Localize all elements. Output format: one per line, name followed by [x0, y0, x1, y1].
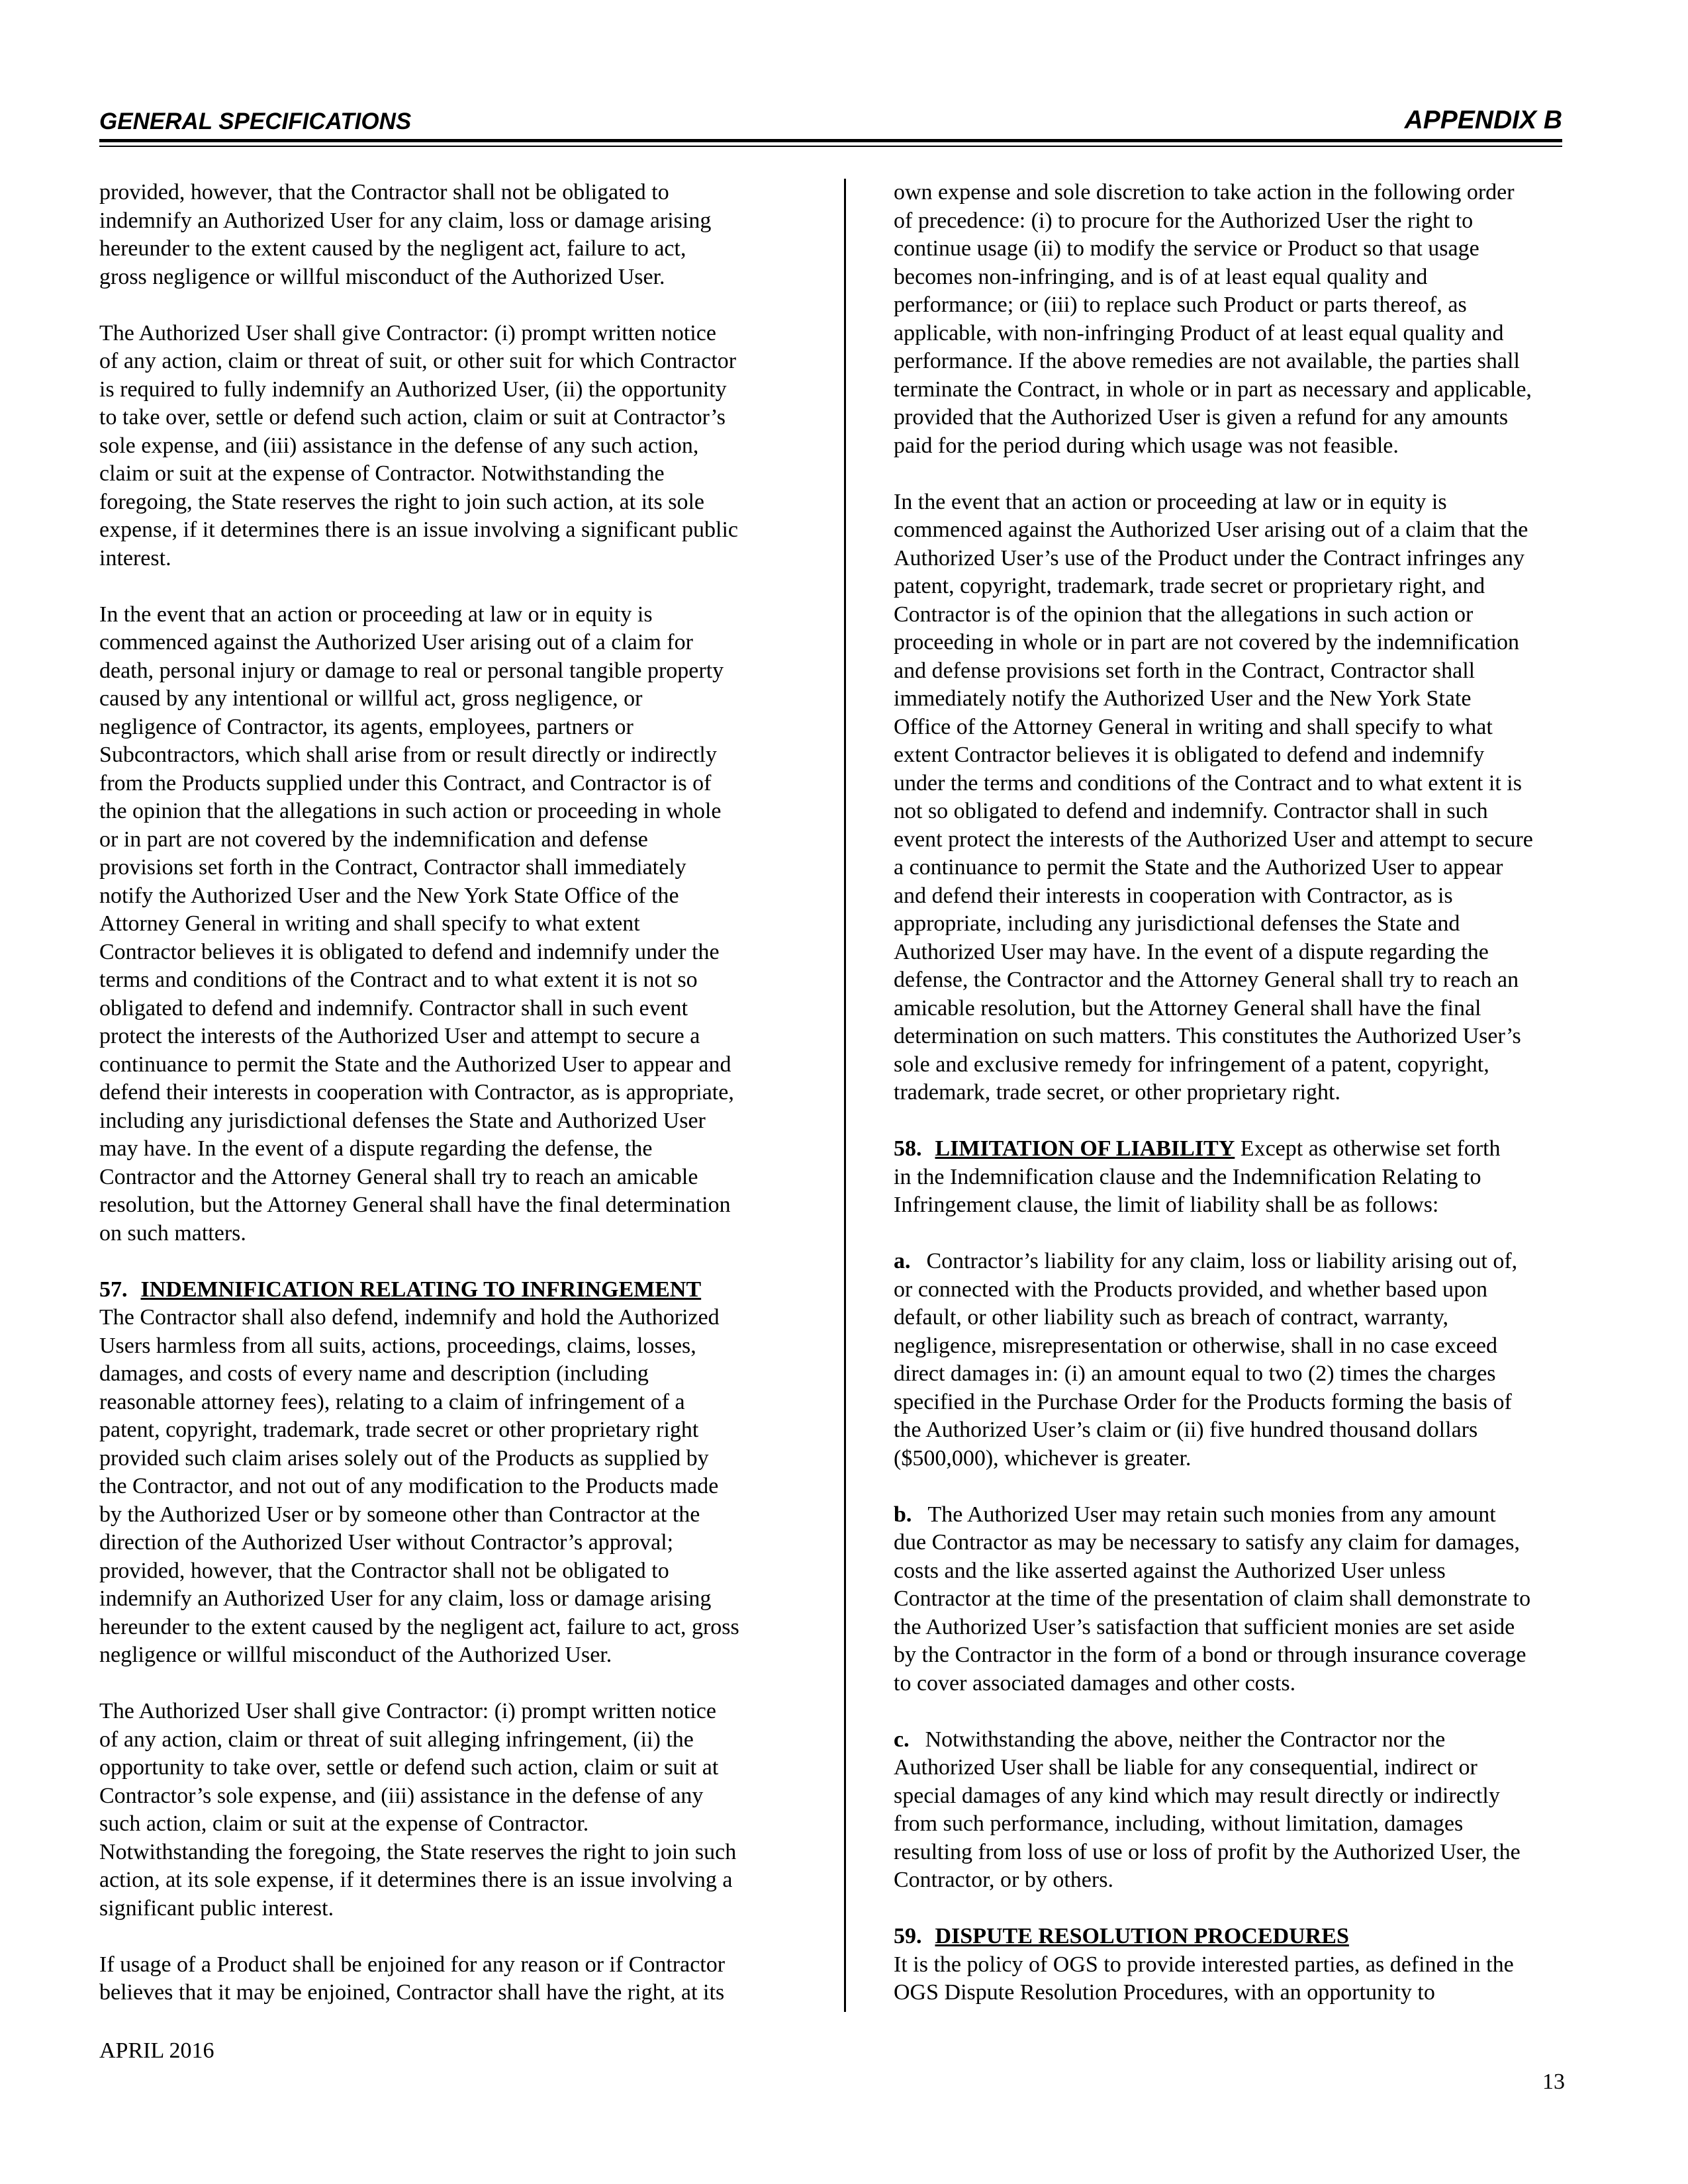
item-label: b.	[894, 1502, 912, 1527]
text-line: terms and conditions of the Contract and to what extent it is not so	[99, 968, 698, 992]
text-line: provided, however, that the Contractor shall not be obligated to	[99, 1558, 669, 1583]
paragraph	[894, 1951, 1595, 2007]
text-line: such action, claim or suit at the expense of Contractor.	[99, 1811, 589, 1836]
text-line: sole and exclusive remedy for infringement of a patent, copyright,	[894, 1052, 1489, 1077]
text-line: resolution, but the Attorney General shall have the final determination	[99, 1193, 731, 1217]
text-line: of any action, claim or threat of suit, or other suit for which Contractor	[99, 349, 737, 373]
item-text-rest	[894, 1754, 1595, 1895]
text-line: continue usage (ii) to modify the service or Product so that usage	[894, 236, 1479, 261]
text-line: Contractor is of the opinion that the allegations in such action or	[894, 602, 1474, 627]
text-line: applicable, with non-infringing Product of at least equal quality and	[894, 320, 1504, 345]
text-line: It is the policy of OGS to provide interested parties, as defined in the	[894, 1952, 1514, 1977]
text-line: by the Authorized User or by someone other than Contractor at the	[99, 1502, 700, 1527]
text-line: In the event that an action or proceeding at law or in equity is	[894, 489, 1447, 514]
paragraph	[894, 488, 1595, 1107]
section-title: INDEMNIFICATION RELATING TO INFRINGEMENT	[140, 1277, 702, 1302]
column-divider	[844, 179, 846, 2012]
text-line: The Contractor shall also defend, indemnify and hold the Authorized	[99, 1305, 720, 1330]
text-line: Contractor’s sole expense, and (iii) assistance in the defense of any	[99, 1783, 704, 1808]
left-column	[99, 179, 811, 2035]
text-line: OGS Dispute Resolution Procedures, with an opportunity to	[894, 1980, 1435, 2005]
text-line: continuance to permit the State and the Authorized User to appear and	[99, 1052, 731, 1077]
text-line: terminate the Contract, in whole or in part as necessary and applicable,	[894, 377, 1532, 402]
text-line: including any jurisdictional defenses the State and Authorized User	[99, 1108, 706, 1133]
text-line: of precedence: (i) to procure for the Authorized User the right to	[894, 208, 1474, 233]
text-line: patent, copyright, trademark, trade secret or other proprietary right	[99, 1418, 699, 1442]
paragraph	[99, 1698, 811, 1923]
text-line: of any action, claim or threat of suit alleging infringement, (ii) the	[99, 1727, 694, 1752]
text-line: becomes non-infringing, and is of at least equal quality and	[894, 264, 1428, 289]
text-line: gross negligence or willful misconduct of the Authorized User.	[99, 264, 665, 289]
section-59	[894, 1923, 1595, 1951]
text-line: Authorized User’s use of the Product under the Contract infringes any	[894, 545, 1525, 570]
text-line: costs and the like asserted against the Authorized User unless	[894, 1558, 1446, 1583]
list-item-c	[894, 1726, 1595, 1895]
list-item-b	[894, 1501, 1595, 1698]
text-line: performance; or (iii) to replace such Product or parts thereof, as	[894, 293, 1467, 317]
text-line: Office of the Attorney General in writing and shall specify to what	[894, 714, 1493, 739]
text-line: The Authorized User shall give Contractor: (i) prompt written notice	[99, 320, 716, 345]
text-line: and defend their interests in cooperation with Contractor, as is	[894, 883, 1453, 908]
paragraph	[99, 601, 811, 1248]
text-line: Contractor believes it is obligated to defend and indemnify under the	[99, 939, 720, 964]
footer-date: APRIL 2016	[99, 2038, 214, 2063]
text-line: Authorized User may have. In the event of a dispute regarding the	[894, 939, 1489, 964]
text-line: Contractor and the Attorney General shall try to reach an amicable	[99, 1164, 698, 1189]
text-line: a continuance to permit the State and the Authorized User to appear	[894, 855, 1503, 880]
text-line: obligated to defend and indemnify. Contractor shall in such event	[99, 995, 688, 1021]
text-line: protect the interests of the Authorized User and attempt to secure a	[99, 1024, 700, 1048]
text-line: to cover associated damages and other costs.	[894, 1670, 1296, 1696]
text-line: opportunity to take over, settle or defend such action, claim or suit at	[99, 1755, 719, 1780]
paragraph	[99, 1951, 811, 2007]
text-line: damages, and costs of every name and description (including	[99, 1361, 649, 1386]
text-line: believes that it may be enjoined, Contractor shall have the right, at its	[99, 1980, 725, 2005]
text-line: or in part are not covered by the indemnification and defense	[99, 827, 648, 852]
text-line: Notwithstanding the foregoing, the State reserves the right to join such	[99, 1839, 737, 1864]
section-intro: Except as otherwise set forth	[1235, 1136, 1501, 1161]
section-heading	[99, 1276, 811, 1304]
text-line: hereunder to the extent caused by the negligent act, failure to act,	[99, 236, 686, 261]
paragraph	[99, 1304, 811, 1670]
item-label: a.	[894, 1249, 911, 1273]
paragraph	[99, 179, 811, 291]
text-line: direction of the Authorized User without Contractor’s approval;	[99, 1530, 674, 1555]
text-line: claim or suit at the expense of Contractor. Notwithstanding the	[99, 461, 665, 486]
text-line: under the terms and conditions of the Contract and to what extent it is	[894, 770, 1522, 796]
text-line: from the Products supplied under this Contract, and Contractor is of	[99, 770, 712, 796]
paragraph	[99, 320, 811, 573]
text-line: negligence, misrepresentation or otherwise, shall in no case exceed	[894, 1333, 1497, 1358]
text-line: indemnify an Authorized User for any claim, loss or damage arising	[99, 1586, 712, 1611]
text-line: hereunder to the extent caused by the negligent act, failure to act, gross	[99, 1614, 739, 1639]
text-line: specified in the Purchase Order for the Products forming the basis of	[894, 1389, 1512, 1414]
text-line: and defense provisions set forth in the Contract, Contractor shall	[894, 658, 1476, 683]
text-line: the Authorized User’s satisfaction that sufficient monies are set aside	[894, 1614, 1515, 1639]
text-line: The Authorized User shall give Contractor: (i) prompt written notice	[99, 1699, 716, 1723]
text-line: own expense and sole discretion to take action in the following order	[894, 180, 1515, 205]
text-line: defend their interests in cooperation with Contractor, as is appropriate,	[99, 1080, 734, 1105]
item-text: Notwithstanding the above, neither the Contractor nor the	[925, 1727, 1446, 1752]
text-line: resulting from loss of use or loss of profit by the Authorized User, the	[894, 1839, 1521, 1864]
text-line: If usage of a Product shall be enjoined for any reason or if Contractor	[99, 1952, 726, 1977]
text-line: extent Contractor believes it is obligated to defend and indemnify	[894, 743, 1485, 767]
text-line: commenced against the Authorized User arising out of a claim that the	[894, 518, 1528, 542]
text-line: action, at its sole expense, if it determines there is an issue involving a	[99, 1868, 733, 1892]
text-line: negligence or willful misconduct of the Authorized User.	[99, 1643, 612, 1667]
text-line: patent, copyright, trademark, trade secret or proprietary right, and	[894, 574, 1485, 598]
text-line: amicable resolution, but the Attorney General shall have the final	[894, 995, 1481, 1021]
section-57	[99, 1276, 811, 1304]
text-line: trademark, trade secret, or other proprietary right.	[894, 1080, 1340, 1105]
section-number: 59.	[894, 1924, 922, 1948]
text-line: to take over, settle or defend such action, claim or suit at Contractor’s	[99, 405, 726, 430]
text-line: provided such claim arises solely out of the Products as supplied by	[99, 1445, 709, 1471]
item-text-rest	[894, 1529, 1595, 1698]
text-line: reasonable attorney fees), relating to a claim of infringement of a	[99, 1389, 685, 1414]
text-line: special damages of any kind which may result directly or indirectly	[894, 1783, 1500, 1808]
text-line: provided that the Authorized User is given a refund for any amounts	[894, 405, 1509, 430]
text-line: on such matters.	[99, 1220, 246, 1246]
text-line: Infringement clause, the limit of liability shall be as follows:	[894, 1193, 1439, 1217]
section-heading	[894, 1923, 1595, 1951]
page-number: 13	[1542, 2070, 1565, 2094]
item-text: The Authorized User may retain such monies from any amount	[927, 1502, 1496, 1527]
text-line: from such performance, including, without limitation, damages	[894, 1811, 1464, 1836]
text-line: the opinion that the allegations in such action or proceeding in whole	[99, 799, 722, 823]
text-line: defense, the Contractor and the Attorney General shall try to reach an	[894, 968, 1519, 992]
section-58	[894, 1135, 1595, 1220]
text-line: in the Indemnification clause and the Indemnification Relating to	[894, 1164, 1481, 1189]
text-line: ($500,000), whichever is greater.	[894, 1445, 1192, 1471]
text-line: performance. If the above remedies are not available, the parties shall	[894, 349, 1520, 373]
header-rule-thick	[99, 139, 1562, 142]
text-line: not so obligated to defend and indemnify. Contractor shall in such	[894, 799, 1488, 823]
text-line: appropriate, including any jurisdictional defenses the State and	[894, 911, 1460, 936]
header-rule-thin	[99, 146, 1562, 147]
text-line: default, or other liability such as breach of contract, warranty,	[894, 1305, 1449, 1330]
text-line: direct damages in: (i) an amount equal to two (2) times the charges	[894, 1361, 1496, 1386]
text-line: event protect the interests of the Authorized User and attempt to secure	[894, 827, 1533, 852]
text-line: due Contractor as may be necessary to satisfy any claim for damages,	[894, 1530, 1521, 1555]
text-line: Users harmless from all suits, actions, proceedings, claims, losses,	[99, 1333, 696, 1358]
text-line: by the Contractor in the form of a bond or through insurance coverage	[894, 1643, 1526, 1667]
text-line: Attorney General in writing and shall specify to what extent	[99, 911, 640, 936]
text-line: the Authorized User’s claim or (ii) five hundred thousand dollars	[894, 1418, 1478, 1442]
text-line: death, personal injury or damage to real or personal tangible property	[99, 658, 724, 683]
item-label: c.	[894, 1727, 910, 1752]
section-number: 58.	[894, 1136, 922, 1161]
text-line: Authorized User shall be liable for any consequential, indirect or	[894, 1755, 1477, 1780]
text-line: sole expense, and (iii) assistance in the defense of any such action,	[99, 433, 699, 458]
text-line: expense, if it determines there is an issue involving a significant public	[99, 518, 738, 542]
text-line: the Contractor, and not out of any modification to the Products made	[99, 1474, 719, 1498]
item-text-rest	[894, 1276, 1595, 1473]
text-line: Contractor, or by others.	[894, 1868, 1113, 1892]
text-line: determination on such matters. This constitutes the Authorized User’s	[894, 1024, 1521, 1048]
text-line: caused by any intentional or willful act, gross negligence, or	[99, 686, 643, 711]
text-line: provisions set forth in the Contract, Contractor shall immediately	[99, 855, 686, 880]
text-line: proceeding in whole or in part are not covered by the indemnification	[894, 630, 1520, 655]
header-title: GENERAL SPECIFICATIONS	[99, 109, 412, 134]
list-item-a	[894, 1248, 1595, 1473]
text-line: In the event that an action or proceeding at law or in equity is	[99, 602, 653, 627]
text-line: provided, however, that the Contractor shall not be obligated to	[99, 180, 669, 205]
section-intro-rest	[894, 1163, 1595, 1220]
right-column	[894, 179, 1595, 2035]
section-number: 57.	[99, 1277, 128, 1302]
text-line: indemnify an Authorized User for any claim, loss or damage arising	[99, 208, 712, 233]
paragraph	[894, 179, 1595, 460]
text-line: or connected with the Products provided, and whether based upon	[894, 1277, 1487, 1302]
text-line: commenced against the Authorized User arising out of a claim for	[99, 630, 693, 655]
text-line: immediately notify the Authorized User and the New York State	[894, 686, 1472, 711]
section-title: LIMITATION OF LIABILITY	[935, 1136, 1235, 1161]
text-line: is required to fully indemnify an Authorized User, (ii) the opportunity	[99, 377, 727, 402]
text-line: foregoing, the State reserves the right to join such action, at its sole	[99, 489, 704, 514]
text-line: notify the Authorized User and the New York State Office of the	[99, 883, 679, 908]
text-line: Contractor at the time of the presentation of claim shall demonstrate to	[894, 1586, 1531, 1611]
text-line: negligence of Contractor, its agents, employees, partners or	[99, 714, 633, 739]
text-line: significant public interest.	[99, 1895, 334, 1921]
item-text: Contractor’s liability for any claim, loss or liability arising out of,	[926, 1249, 1518, 1273]
header-appendix: APPENDIX B	[1404, 106, 1562, 134]
text-line: may have. In the event of a dispute regarding the defense, the	[99, 1136, 653, 1161]
page-header	[99, 106, 1562, 138]
section-title: DISPUTE RESOLUTION PROCEDURES	[935, 1924, 1349, 1948]
text-line: interest.	[99, 545, 171, 570]
text-line: Subcontractors, which shall arise from or result directly or indirectly	[99, 743, 717, 767]
text-line: paid for the period during which usage was not feasible.	[894, 433, 1399, 458]
